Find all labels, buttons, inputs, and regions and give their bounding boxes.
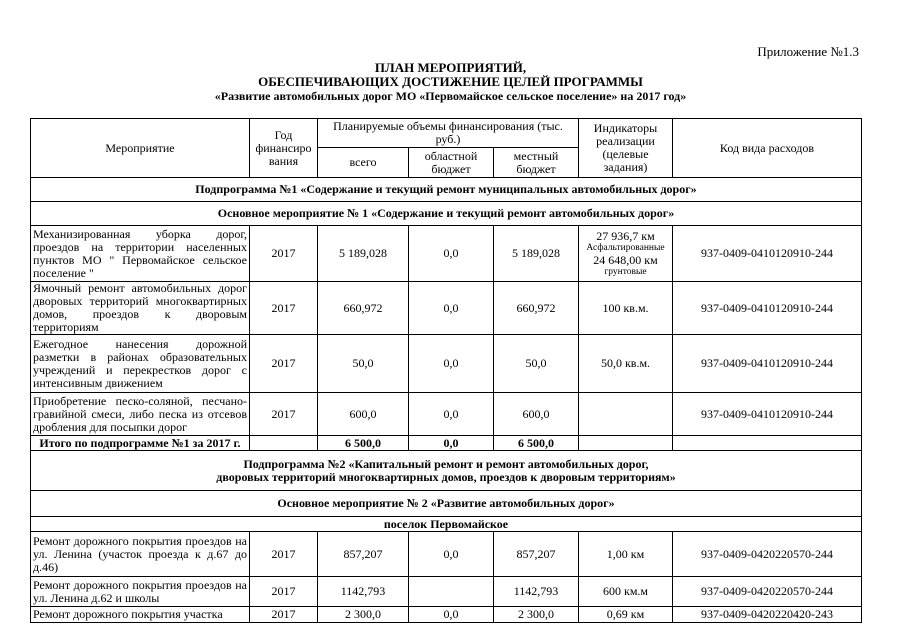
year-cell: 2017 — [250, 226, 318, 282]
indicator-cell — [579, 393, 673, 436]
indicator-cell: 50,0 кв.м. — [579, 335, 673, 393]
code-cell: 937-0409-0410120910-244 — [673, 393, 862, 436]
year-cell: 2017 — [250, 532, 318, 577]
indicator-cell — [579, 226, 673, 282]
header-year: Год финансиро вания — [250, 119, 318, 178]
total-cell: 6 500,0 — [318, 436, 409, 451]
table-row — [31, 282, 862, 335]
indicator-asphalt-value: 27 936,7 км — [596, 228, 655, 243]
total-cell: 2 300,0 — [318, 607, 409, 623]
code-cell — [673, 436, 862, 451]
header-local: местный бюджет — [494, 148, 579, 178]
total-cell: 5 189,028 — [318, 226, 409, 282]
table-row — [31, 532, 862, 577]
main-activity-1-row — [31, 202, 862, 226]
indicator-cell: 0,69 км — [579, 607, 673, 623]
local-cell: 1142,793 — [494, 577, 579, 607]
settlement-title: поселок Первомайское — [31, 517, 862, 532]
subprogram-2-line-1: Подпрограмма №2 «Капитальный ремонт и ремонт автомобильных дорог, — [243, 456, 649, 471]
header-indicators: Индикаторы реализации (целевые задания) — [579, 119, 673, 178]
header-total: всего — [318, 148, 409, 178]
indicator-cell: 600 км.м — [579, 577, 673, 607]
table-row — [31, 226, 862, 282]
subprogram-2-title — [31, 451, 862, 491]
local-cell: 857,207 — [494, 532, 579, 577]
header-regional: областной бюджет — [409, 148, 494, 178]
code-cell: 937-0409-0410120910-244 — [673, 226, 862, 282]
year-cell: 2017 — [250, 577, 318, 607]
document-subtitle: ОБЕСПЕЧИВАЮЩИХ ДОСТИЖЕНИЕ ЦЕЛЕЙ ПРОГРАММЫ — [258, 74, 643, 89]
year-cell: 2017 — [250, 607, 318, 623]
header-funding: Планируемые объемы финансирования (тыс. руб.) — [318, 119, 579, 148]
total-cell: 857,207 — [318, 532, 409, 577]
regional-cell: 0,0 — [409, 393, 494, 436]
code-cell: 937-0409-0420220570-244 — [673, 532, 862, 577]
local-cell: 50,0 — [494, 335, 579, 393]
regional-cell: 0,0 — [409, 436, 494, 451]
local-cell: 5 189,028 — [494, 226, 579, 282]
total-cell: 50,0 — [318, 335, 409, 393]
appendix-label: Приложение №1.3 — [757, 44, 859, 59]
local-cell: 6 500,0 — [494, 436, 579, 451]
total-cell: 600,0 — [318, 393, 409, 436]
table-row — [31, 607, 862, 623]
local-cell: 2 300,0 — [494, 607, 579, 623]
table-row — [31, 577, 862, 607]
activity-cell: Приобретение песко-соляной, песчано-гравийной смеси, либо песка из отсевов дробления для посыпки дорог — [31, 393, 250, 436]
activity-cell: Ежегодное нанесения дорожной разметки в районах образовательных учреждений и перекрестков дорог с интенсивным движением — [31, 335, 250, 393]
local-cell: 660,972 — [494, 282, 579, 335]
indicator-gravel-note: грунтовые — [604, 266, 647, 277]
document-title: ПЛАН МЕРОПРИЯТИЙ, — [374, 60, 527, 75]
code-cell: 937-0409-0420220570-244 — [673, 577, 862, 607]
total-label: Итого по подпрограмме №1 за 2017 г. — [31, 436, 250, 451]
activity-cell: Ремонт дорожного покрытия участка — [31, 607, 250, 623]
year-cell: 2017 — [250, 393, 318, 436]
activity-cell: Ремонт дорожного покрытия проездов на ул. Ленина д.62 и школы — [31, 577, 250, 607]
code-cell: 937-0409-0410120910-244 — [673, 335, 862, 393]
year-cell: 2017 — [250, 282, 318, 335]
plan-table — [30, 118, 862, 623]
regional-cell: 0,0 — [409, 226, 494, 282]
regional-cell: 0,0 — [409, 532, 494, 577]
table-row — [31, 335, 862, 393]
header-code: Код вида расходов — [673, 119, 862, 178]
program-name: «Развитие автомобильных дорог МО «Первомайское сельское поселение» на 2017 год» — [214, 89, 687, 103]
year-cell: 2017 — [250, 335, 318, 393]
activity-cell: Ремонт дорожного покрытия проездов на ул. Ленина (участок проезда к д.67 до д.46) — [31, 532, 250, 577]
regional-cell: 0,0 — [409, 607, 494, 623]
code-cell: 937-0409-0410120910-244 — [673, 282, 862, 335]
main-activity-2-title: Основное мероприятие № 2 «Развитие автомобильных дорог» — [31, 491, 862, 517]
header-activity: Мероприятие — [31, 119, 250, 178]
activity-cell: Ямочный ремонт автомобильных дорог дворовых территорий многоквартирных домов, проездов к дворовым территориям — [31, 282, 250, 335]
subprogram-1-row — [31, 178, 862, 202]
indicator-cell: 1,00 км — [579, 532, 673, 577]
subprogram-2-line-2: дворовых территорий многоквартирных домов, проездов к дворовым территориям» — [216, 469, 676, 484]
indicator-cell — [579, 436, 673, 451]
subprogram-1-total-row — [31, 436, 862, 451]
indicator-cell: 100 кв.м. — [579, 282, 673, 335]
indicator-gravel-value: 24 648,00 км — [593, 252, 658, 267]
main-activity-1-title: Основное мероприятие № 1 «Содержание и текущий ремонт автомобильных дорог» — [31, 202, 862, 226]
indicator-asphalt-note: Асфальтированные — [586, 242, 665, 253]
total-cell: 660,972 — [318, 282, 409, 335]
total-cell: 1142,793 — [318, 577, 409, 607]
subprogram-1-title: Подпрограмма №1 «Содержание и текущий ремонт муниципальных автомобильных дорог» — [31, 178, 862, 202]
year-cell — [250, 436, 318, 451]
code-cell: 937-0409-0420220420-243 — [673, 607, 862, 623]
main-activity-2-row — [31, 491, 862, 517]
table-row — [31, 393, 862, 436]
local-cell: 600,0 — [494, 393, 579, 436]
regional-cell: 0,0 — [409, 335, 494, 393]
regional-cell: 0,0 — [409, 282, 494, 335]
subprogram-2-row — [31, 451, 862, 491]
settlement-row — [31, 517, 862, 532]
header-row-1 — [31, 119, 862, 148]
activity-cell: Механизированная уборка дорог, проездов на территории населенных пунктов МО " Первомайское сельское поселение " — [31, 226, 250, 282]
regional-cell — [409, 577, 494, 607]
